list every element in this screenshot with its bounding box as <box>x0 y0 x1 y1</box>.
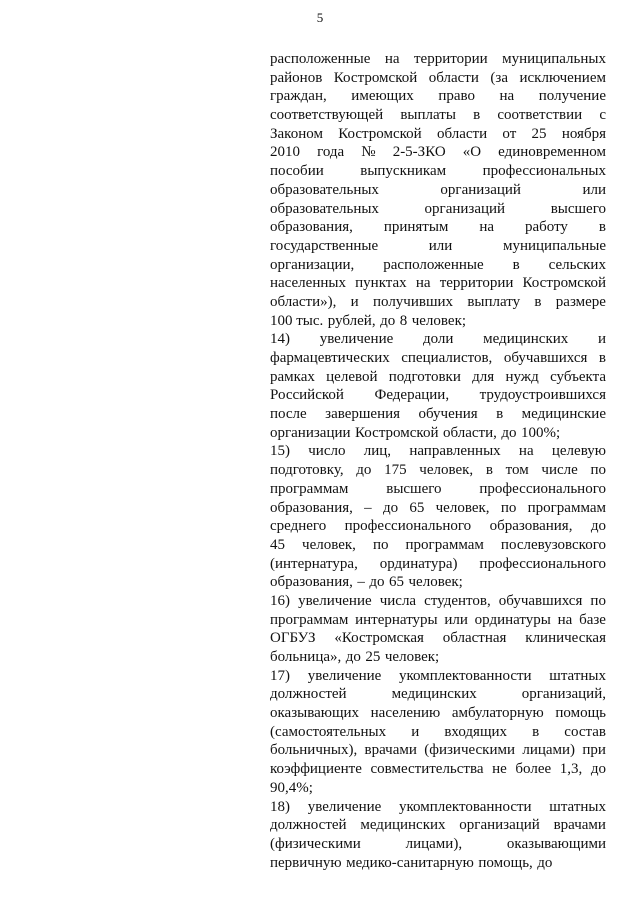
word: от <box>502 125 517 142</box>
word: и <box>411 723 420 740</box>
word: работу <box>524 219 568 236</box>
text-line <box>270 517 606 536</box>
word: выплаты <box>400 107 456 124</box>
word: увеличение <box>307 667 382 684</box>
word: (физическими <box>424 742 516 759</box>
word: после <box>270 406 307 423</box>
word: Костромской <box>522 275 606 292</box>
word: помощь, <box>478 854 533 871</box>
word: оказывающими <box>506 835 606 852</box>
word: и <box>597 331 606 348</box>
word: для <box>472 368 495 385</box>
text-line <box>270 704 606 723</box>
word: (физическими <box>270 835 361 852</box>
word: целевой <box>326 368 378 385</box>
text-line <box>270 69 606 88</box>
text-line <box>270 779 606 798</box>
text-line <box>270 555 606 574</box>
text-line <box>270 237 606 256</box>
text-line <box>270 629 606 648</box>
word: сельских <box>548 256 606 273</box>
word: территории <box>414 51 488 67</box>
word: послевузовского <box>500 536 606 553</box>
word: доли <box>422 331 454 348</box>
word: высшего <box>386 480 442 497</box>
word: человек; <box>408 574 463 591</box>
text-line <box>270 181 606 200</box>
word: число <box>308 443 346 460</box>
text-line <box>270 50 606 69</box>
word: до <box>382 499 399 516</box>
text-line <box>270 816 606 835</box>
word: (интернатура, <box>270 555 358 572</box>
word: с <box>599 107 606 124</box>
word: пособии <box>270 163 324 180</box>
word: числе <box>541 462 578 479</box>
word: в <box>473 107 481 124</box>
word: образования, <box>270 499 353 516</box>
word: лицами) <box>522 742 576 759</box>
word: рамках <box>270 368 315 385</box>
word: 18) <box>270 798 290 815</box>
word: обучения <box>418 406 478 423</box>
text-line <box>270 162 606 181</box>
word: Костромской <box>338 125 422 142</box>
word: целевую <box>551 443 606 460</box>
word: студентов, <box>424 592 491 609</box>
text-line <box>270 405 606 424</box>
word: рублей, <box>327 312 376 329</box>
word: профессионального <box>479 480 606 497</box>
word: до <box>345 649 361 665</box>
text-line <box>270 106 606 125</box>
word: в <box>598 350 606 366</box>
paragraph-p-16 <box>270 592 606 667</box>
word: до <box>356 462 372 479</box>
text-line <box>270 592 606 611</box>
word: человек, <box>302 536 356 553</box>
word: 2010 <box>270 144 300 161</box>
word: оказывающих <box>270 705 360 722</box>
word: профессионального <box>479 555 606 572</box>
text-line <box>270 480 606 499</box>
word: получивших <box>372 293 454 310</box>
word: первичную <box>270 854 342 871</box>
word: соответствии <box>497 107 583 124</box>
word: программам <box>405 536 484 553</box>
word: подготовки <box>388 368 461 385</box>
word: в <box>532 723 540 740</box>
word: увеличение <box>319 331 394 348</box>
word: исключением <box>519 69 606 86</box>
text-line <box>270 685 606 704</box>
word: 175 <box>384 462 407 479</box>
word: № <box>361 144 376 161</box>
word: области <box>436 125 488 142</box>
text-line <box>270 87 606 106</box>
word: медицинских <box>360 817 446 834</box>
text-line <box>270 573 606 592</box>
word: пунктах <box>355 275 407 292</box>
word: организаций, <box>521 686 606 703</box>
paragraph-p-continuation <box>270 50 606 330</box>
word: или <box>428 237 453 254</box>
word: программам <box>270 611 349 628</box>
word: программам <box>527 499 606 516</box>
word: завершения <box>325 406 401 423</box>
word: в <box>534 293 542 310</box>
word: и <box>350 293 359 310</box>
word: года <box>317 144 345 161</box>
word: на <box>499 88 515 105</box>
word: Костромской <box>333 69 418 86</box>
word: имеющих <box>351 88 414 105</box>
page-number: 5 <box>316 10 324 25</box>
word: направленных <box>409 443 501 460</box>
word: муниципальные <box>502 237 606 254</box>
word: Законом <box>270 125 323 142</box>
word: 17) <box>270 667 290 684</box>
word: укомплектованности <box>399 798 532 815</box>
word: трудоустроившихся <box>479 387 606 404</box>
document-body <box>270 50 606 872</box>
word: при <box>582 742 606 759</box>
word: государственные <box>270 237 379 254</box>
word: интернатуры <box>355 611 438 628</box>
text-line <box>270 274 606 293</box>
word: выпускникам <box>360 163 447 180</box>
word: обучавшихся <box>498 592 583 609</box>
word: ОГБУЗ <box>270 630 316 647</box>
word: более <box>515 761 552 778</box>
word: образования, <box>489 518 573 535</box>
word: организаций <box>424 200 506 217</box>
text-line <box>270 835 606 854</box>
text-line <box>270 760 606 779</box>
word: до <box>380 312 396 329</box>
word: организаций <box>459 817 540 834</box>
text-line <box>270 854 606 873</box>
word: больничных), <box>270 742 358 759</box>
word: образовательных <box>270 200 379 217</box>
word: 90,4%; <box>270 779 313 796</box>
word: (самостоятельных <box>270 723 387 740</box>
word: до <box>590 761 606 778</box>
word: лиц, <box>363 443 392 460</box>
word: по <box>372 536 389 553</box>
word: человек, <box>435 499 490 516</box>
word: высшего <box>550 200 606 217</box>
word: профессиональных <box>482 163 606 180</box>
word: 25 <box>531 125 547 142</box>
word: 15) <box>270 443 290 460</box>
word: 2-5-ЗКО <box>392 144 446 161</box>
word: на <box>557 611 573 628</box>
word: ординатура) <box>379 555 458 572</box>
word: укомплектованности <box>399 667 532 684</box>
word: увеличение <box>298 592 372 609</box>
word: совместительства <box>370 761 484 778</box>
word: образования, <box>270 219 353 236</box>
word: организации <box>270 424 351 441</box>
text-line <box>270 143 606 162</box>
text-line <box>270 312 606 331</box>
word: области»), <box>270 293 337 310</box>
word: амбулаторную <box>451 705 544 722</box>
text-line <box>270 424 606 443</box>
text-line <box>270 611 606 630</box>
word: 8 <box>399 312 408 329</box>
word: числа <box>379 592 417 609</box>
word: человек, <box>419 462 474 479</box>
word: входящих <box>444 723 508 740</box>
word: должностей <box>270 686 347 703</box>
word: 14) <box>270 331 290 348</box>
text-line <box>270 256 606 275</box>
word: 16) <box>270 592 290 609</box>
word: муниципальных <box>502 51 606 67</box>
word: граждан, <box>270 88 327 105</box>
word: (за <box>490 69 508 86</box>
word: штатных <box>549 798 606 815</box>
word: или <box>582 181 606 198</box>
word: специалистов, <box>401 350 493 366</box>
word: помощь <box>555 705 606 722</box>
word: расположенные <box>383 256 484 273</box>
word: на <box>384 51 400 67</box>
word: 25 <box>365 649 381 665</box>
word: среднего <box>270 518 327 535</box>
text-line <box>270 293 606 312</box>
word: клиническая <box>525 630 606 647</box>
word: организации, <box>270 256 355 273</box>
text-line <box>270 368 606 387</box>
paragraph-p-14 <box>270 330 606 442</box>
word: базе <box>579 611 606 628</box>
word: в <box>496 406 504 423</box>
word: Российской <box>270 387 344 404</box>
word: субъекта <box>550 368 606 385</box>
word: лицами), <box>405 835 463 852</box>
word: том <box>505 462 529 479</box>
word: 65 <box>409 499 425 516</box>
text-line <box>270 125 606 144</box>
paragraph-p-15 <box>270 442 606 592</box>
word: право <box>438 88 475 105</box>
word: по <box>590 592 606 609</box>
word: – <box>357 574 365 591</box>
word: «Костромская <box>334 630 424 647</box>
word: расположенные <box>270 51 371 67</box>
word: на <box>415 275 431 292</box>
word: или <box>444 611 468 628</box>
word: размере <box>555 293 606 310</box>
word: не <box>492 761 507 778</box>
word: до <box>369 574 385 591</box>
word: штатных <box>549 667 606 684</box>
word: Федерации, <box>374 387 450 404</box>
text-line <box>270 536 606 555</box>
word: ноября <box>561 125 606 142</box>
word: 100%; <box>521 424 561 441</box>
word: организаций <box>440 181 521 198</box>
word: должностей <box>270 817 347 834</box>
word: 65 <box>389 574 405 591</box>
word: коэффициенте <box>270 761 362 778</box>
word: образования, <box>270 574 353 591</box>
word: области, <box>442 424 497 441</box>
word: образовательных <box>270 181 379 198</box>
word: 1,3, <box>559 761 583 778</box>
word: в <box>485 462 493 479</box>
word: человек; <box>411 312 467 329</box>
text-line <box>270 330 606 349</box>
word: 45 <box>270 536 285 553</box>
text-line <box>270 723 606 742</box>
word: соответствующей <box>270 107 384 124</box>
word: увеличение <box>307 798 382 815</box>
word: по <box>500 499 517 516</box>
text-line <box>270 499 606 518</box>
word: подготовку, <box>270 462 344 479</box>
text-line <box>270 461 606 480</box>
word: по <box>590 462 606 479</box>
word: единовременном <box>498 144 606 161</box>
text-line <box>270 218 606 237</box>
paragraph-p-18 <box>270 798 606 873</box>
word: человек; <box>384 649 440 665</box>
word: области <box>428 69 479 86</box>
word: медицинские <box>521 406 606 423</box>
word: в <box>512 256 520 273</box>
word: больница», <box>270 649 342 665</box>
word: врачами <box>364 742 417 759</box>
word: программам <box>270 480 349 497</box>
text-line <box>270 798 606 817</box>
word: медицинских <box>391 686 477 703</box>
word: населению <box>370 705 441 722</box>
word: территории <box>439 275 514 292</box>
word: «О <box>462 144 482 161</box>
word: в <box>598 219 606 236</box>
text-line <box>270 442 606 461</box>
word: до <box>501 424 517 441</box>
word: населенных <box>270 275 346 292</box>
word: на <box>479 219 495 236</box>
text-line <box>270 667 606 686</box>
word: фармацевтических <box>270 350 390 366</box>
text-line <box>270 200 606 219</box>
word: принятым <box>383 219 449 236</box>
word: выплату <box>467 293 521 310</box>
word: областная <box>442 630 507 647</box>
word: профессионального <box>344 518 472 535</box>
word: получение <box>538 88 606 105</box>
word: ординатуры <box>474 611 551 628</box>
word: на <box>518 443 534 460</box>
word: 100 тыс. <box>270 312 324 329</box>
word: районов <box>270 69 323 86</box>
word: до <box>537 854 553 871</box>
text-line <box>270 349 606 368</box>
text-line <box>270 648 606 667</box>
text-line <box>270 386 606 405</box>
word: – <box>364 499 372 516</box>
text-line <box>270 741 606 760</box>
paragraph-p-17 <box>270 667 606 798</box>
word: медико-санитарную <box>346 854 474 871</box>
word: обучавшихся <box>503 350 588 366</box>
word: медицинских <box>483 331 569 348</box>
word: Костромской <box>355 424 439 441</box>
word: врачами <box>553 817 606 834</box>
word: нужд <box>505 368 539 385</box>
word: состав <box>564 723 606 740</box>
word: до <box>590 518 606 535</box>
